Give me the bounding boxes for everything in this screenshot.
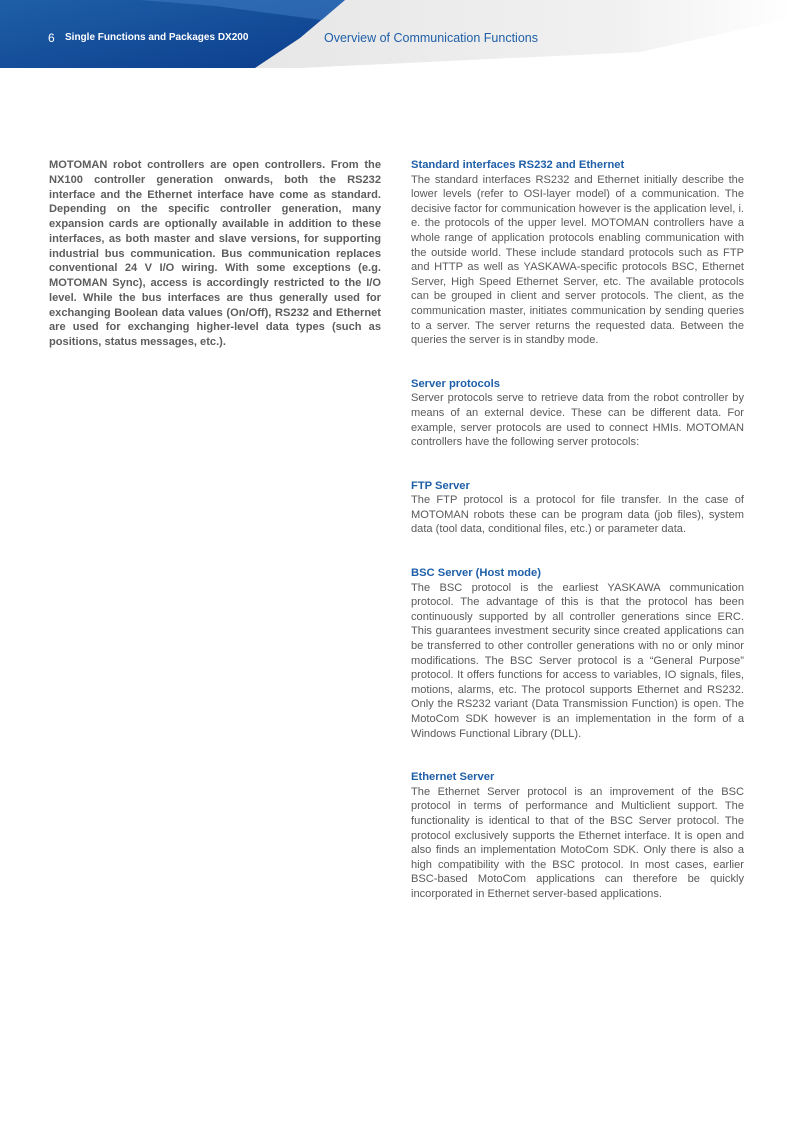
intro-paragraph: MOTOMAN robot controllers are open controllers. From the NX100 controller generation onwards, both the RS232 interface and the Ethernet interface have come as standard. Depending on the specific controller generation, many expansion cards are optionally available in addition to these interfaces, as both master and slave versions, for supporting industrial bus communication. Bus communication replaces conventional 24 V I/O wiring. With some exceptions (e.g. MOTOMAN Sync), access is accordingly restricted to the I/O level. While the bus interfaces are thus generally used for exchanging Boolean data values (On/Off), RS232 and Ethernet are used for exchanging higher-level data types (such as positions, status messages, etc.). (49, 159, 381, 348)
section-heading: Ethernet Server (411, 771, 495, 784)
spacer (411, 450, 744, 479)
section-server-protocols (411, 377, 744, 450)
section-heading: Server protocols (411, 377, 500, 390)
section-body: The standard interfaces RS232 and Ethernet initially describe the lower levels (refer to OSI-layer model) of a communication. The decisive factor for communication however is the application level, i. e. the protocols of the upper level. MOTOMAN controllers have a whole range of application protocols enabling communication with the outside world. These include standard protocols such as FTP and HTTP as well as YASKAWA-specific protocols BSC, Ethernet Server, High Speed Ethernet Server, etc. The available protocols can be grouped in client and server protocols. The client, as the communication master, initiates communication by sending queries to a server. The server returns the requested data. Between the queries the server is in standby mode. (411, 173, 744, 347)
right-column (411, 158, 744, 902)
section-ftp-server (411, 479, 744, 537)
spacer (411, 741, 744, 770)
section-standard-interfaces (411, 158, 744, 348)
section-heading: Standard interfaces RS232 and Ethernet (411, 159, 625, 171)
section-ethernet-server (411, 770, 744, 901)
section-body: Server protocols serve to retrieve data from the robot controller by means of an external device. These can be different data. For example, server protocols are used to connect HMIs. MOTOMAN controllers have the following server protocols: (411, 392, 744, 449)
page-number: 6 (48, 31, 55, 45)
section-title: Overview of Communication Functions (324, 31, 538, 45)
section-body: The Ethernet Server protocol is an improvement of the BSC protocol in terms of performance and Multiclient support. The functionality is identical to that of the BSC Server protocol. The protocol exclusively supports the Ethernet interface. It is open and also finds an implementation MotoCom SDK. Only there is also a high compatibility with the BSC protocol. In most cases, earlier BSC-based MotoCom applications can therefore be quickly incorporated in Ethernet server-based applications. (411, 785, 744, 900)
section-bsc-server (411, 566, 744, 741)
section-body: The FTP protocol is a protocol for file transfer. In the case of MOTOMAN robots these can be program data (job files), system data (tool data, conditional files, etc.) or parameter data. (411, 494, 744, 536)
section-heading: BSC Server (Host mode) (411, 567, 541, 580)
section-heading: FTP Server (411, 479, 470, 492)
spacer (411, 348, 744, 377)
page-header (0, 0, 793, 70)
document-title: Single Functions and Packages DX200 (65, 32, 249, 43)
section-body: The BSC protocol is the earliest YASKAWA communication protocol. The advantage of this is that the protocol has been continuously supported by all controller generations since ERC. This guarantees investment security since created applications can be transferred to other controller generations with no or only minor modifications. The BSC Server protocol is a “General Purpose” protocol. It offers functions for access to variables, IO signals, files, motions, alarms, etc. The protocol supports Ethernet and RS232. Only the RS232 variant (Data Transmission Function) is open. The MotoCom SDK however is an implementation in the form of a Windows Functional Library (DLL). (411, 581, 744, 740)
spacer (411, 537, 744, 566)
